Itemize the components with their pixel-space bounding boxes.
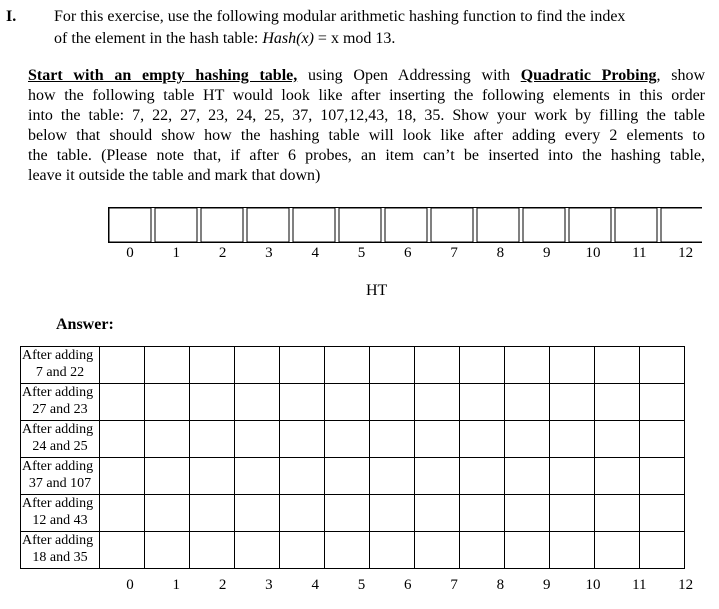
hash-table-slot: [247, 208, 289, 242]
hash-table-slot: [661, 208, 702, 242]
answer-cell[interactable]: [100, 458, 145, 495]
answer-cell[interactable]: [505, 347, 550, 384]
hash-table-slot: [155, 208, 197, 242]
instructions-line-6: leave it outside the table and mark that down): [28, 167, 321, 184]
answer-cell[interactable]: [190, 347, 235, 384]
answer-row-label: [21, 495, 100, 532]
quadratic-probing-emphasis: Quadratic Probing: [520, 67, 657, 84]
instructions-line-5: the table. (Please note that, if after 6 probes, an item can’t be inserted into the hashing table,: [28, 147, 705, 164]
answer-cell[interactable]: [370, 347, 415, 384]
answer-cell[interactable]: [595, 458, 640, 495]
instructions-line-3: into the table: 7, 22, 27, 23, 24, 25, 37, 107,12,43, 18, 35. Show your work by filling the table: [28, 107, 705, 124]
question-line-1: For this exercise, use the following modular arithmetic hashing function to find the index: [54, 8, 626, 25]
answer-cell[interactable]: [190, 532, 235, 569]
answer-cell[interactable]: [100, 347, 145, 384]
hash-table: [108, 207, 702, 245]
hash-table-index: 7: [450, 245, 458, 261]
answer-cell[interactable]: [595, 532, 640, 569]
answer-cell[interactable]: [280, 458, 325, 495]
answer-cell[interactable]: [460, 495, 505, 532]
instructions-line-1: [28, 66, 705, 86]
answer-table-index: 2: [218, 577, 227, 593]
answer-cell[interactable]: [595, 495, 640, 532]
hash-table-slot: [109, 208, 151, 242]
answer-row-label-line1: After adding: [22, 533, 94, 548]
answer-row-label-line2: 18 and 35: [32, 550, 88, 565]
hash-table-index: 0: [126, 245, 134, 261]
hash-table-index: 9: [542, 245, 551, 261]
answer-cell[interactable]: [235, 532, 280, 569]
answer-cell[interactable]: [370, 495, 415, 532]
answer-cell[interactable]: [100, 384, 145, 421]
question-line-2-suffix: = x mod 13.: [313, 30, 396, 47]
question-line-2-prefix: of the element in the hash table:: [54, 30, 263, 47]
answer-cell[interactable]: [415, 532, 460, 569]
answer-row: [21, 532, 685, 569]
answer-cell[interactable]: [370, 458, 415, 495]
answer-cell[interactable]: [190, 495, 235, 532]
question-number: I.: [6, 8, 17, 25]
hash-table-caption: HT: [366, 282, 388, 299]
answer-cell[interactable]: [550, 532, 595, 569]
answer-row-label-line2: 27 and 23: [32, 402, 88, 417]
hash-table-index: 12: [678, 245, 694, 261]
answer-cell[interactable]: [145, 384, 190, 421]
answer-table-index: 0: [126, 577, 134, 593]
answer-row-label: [21, 421, 100, 458]
answer-cell[interactable]: [190, 384, 235, 421]
answer-cell[interactable]: [640, 495, 685, 532]
answer-cell[interactable]: [415, 347, 460, 384]
answer-table-index: 9: [542, 577, 551, 593]
answer-table-index: 4: [311, 577, 319, 593]
answer-cell[interactable]: [550, 347, 595, 384]
hash-table-slot: [569, 208, 611, 242]
answer-cell[interactable]: [460, 347, 505, 384]
answer-cell[interactable]: [280, 384, 325, 421]
answer-cell[interactable]: [325, 458, 370, 495]
answer-cell[interactable]: [415, 495, 460, 532]
answer-label: Answer:: [56, 316, 114, 333]
answer-table-index: 3: [265, 577, 273, 593]
hash-table-index: 8: [496, 245, 505, 261]
answer-cell[interactable]: [595, 421, 640, 458]
answer-cell[interactable]: [325, 347, 370, 384]
answer-table: [20, 346, 685, 569]
answer-cell[interactable]: [595, 384, 640, 421]
answer-cell[interactable]: [370, 421, 415, 458]
hash-table-index: 10: [585, 245, 601, 261]
hash-table-slot: [385, 208, 427, 242]
hash-table-index: 2: [218, 245, 227, 261]
answer-cell[interactable]: [100, 532, 145, 569]
instructions-line-2: how the following table HT would look like after inserting the following elements in this order: [28, 87, 705, 104]
answer-cell[interactable]: [370, 384, 415, 421]
empty-table-emphasis: Start with an empty hashing table,: [28, 67, 298, 84]
answer-cell[interactable]: [505, 421, 550, 458]
answer-row-label-line1: After adding: [22, 348, 94, 363]
hash-table-slot: [615, 208, 657, 242]
answer-cell[interactable]: [550, 495, 595, 532]
answer-cell[interactable]: [280, 495, 325, 532]
answer-cell[interactable]: [325, 421, 370, 458]
hash-table-index: 6: [404, 245, 412, 261]
answer-cell[interactable]: [640, 532, 685, 569]
hash-table-slot: [431, 208, 473, 242]
answer-cell[interactable]: [370, 532, 415, 569]
answer-cell[interactable]: [460, 421, 505, 458]
hash-table-slot: [201, 208, 243, 242]
answer-cell[interactable]: [325, 384, 370, 421]
answer-cell[interactable]: [235, 458, 280, 495]
answer-row-label-line2: 37 and 107: [28, 476, 92, 491]
answer-cell[interactable]: [640, 421, 685, 458]
answer-table-index: 7: [450, 577, 458, 593]
answer-cell[interactable]: [505, 384, 550, 421]
answer-row: [21, 495, 685, 532]
answer-cell[interactable]: [505, 458, 550, 495]
hash-function: Hash(x): [262, 30, 314, 47]
answer-cell[interactable]: [640, 384, 685, 421]
hash-table-slot: [293, 208, 335, 242]
answer-row-label-line1: After adding: [22, 496, 94, 511]
answer-row-label: [21, 347, 100, 384]
answer-cell[interactable]: [415, 458, 460, 495]
hash-table-index: 1: [172, 245, 181, 261]
hash-table-slot: [339, 208, 381, 242]
answer-cell[interactable]: [280, 532, 325, 569]
answer-cell[interactable]: [550, 421, 595, 458]
answer-cell[interactable]: [235, 421, 280, 458]
answer-row-label: [21, 458, 100, 495]
answer-row-label-line2: 7 and 22: [35, 365, 85, 380]
answer-cell[interactable]: [325, 495, 370, 532]
answer-cell[interactable]: [145, 421, 190, 458]
hash-table-index: 4: [311, 245, 319, 261]
answer-row-label-line1: After adding: [22, 422, 94, 437]
hash-table-slot: [477, 208, 519, 242]
answer-cell[interactable]: [100, 495, 145, 532]
hash-table-index: 3: [265, 245, 273, 261]
answer-cell[interactable]: [505, 532, 550, 569]
answer-cell[interactable]: [460, 458, 505, 495]
answer-row-label-line1: After adding: [22, 385, 94, 400]
answer-cell[interactable]: [235, 384, 280, 421]
answer-row: [21, 384, 685, 421]
hash-table-index: 11: [632, 245, 647, 261]
answer-table-index: 8: [496, 577, 505, 593]
answer-row-label: [21, 384, 100, 421]
answer-cell[interactable]: [460, 532, 505, 569]
answer-cell[interactable]: [325, 532, 370, 569]
answer-cell[interactable]: [145, 495, 190, 532]
answer-cell[interactable]: [595, 347, 640, 384]
answer-row: [21, 347, 685, 384]
answer-table-index: 6: [404, 577, 412, 593]
answer-table-index: 1: [172, 577, 181, 593]
hash-table-slot: [523, 208, 565, 242]
answer-cell[interactable]: [505, 495, 550, 532]
answer-row-label-line1: After adding: [22, 459, 94, 474]
answer-row-label-line2: 24 and 25: [32, 439, 88, 454]
answer-table-index: 12: [678, 577, 694, 593]
answer-cell[interactable]: [145, 532, 190, 569]
answer-cell[interactable]: [145, 347, 190, 384]
answer-cell[interactable]: [235, 347, 280, 384]
answer-cell[interactable]: [190, 421, 235, 458]
answer-cell[interactable]: [280, 347, 325, 384]
answer-cell[interactable]: [550, 458, 595, 495]
instructions-text-2: , show: [656, 67, 705, 84]
answer-cell[interactable]: [145, 458, 190, 495]
answer-row: [21, 421, 685, 458]
answer-table-index: 10: [585, 577, 601, 593]
answer-cell[interactable]: [415, 421, 460, 458]
answer-cell[interactable]: [640, 347, 685, 384]
question-line-2: [54, 30, 395, 48]
hash-table-index: 5: [357, 245, 366, 261]
answer-cell[interactable]: [100, 421, 145, 458]
answer-cell[interactable]: [235, 495, 280, 532]
answer-table-index: 5: [357, 577, 366, 593]
answer-cell[interactable]: [640, 458, 685, 495]
answer-cell[interactable]: [190, 458, 235, 495]
answer-row: [21, 458, 685, 495]
answer-cell[interactable]: [460, 384, 505, 421]
answer-row-label-line2: 12 and 43: [32, 513, 88, 528]
answer-cell[interactable]: [280, 421, 325, 458]
instructions-text-1: using Open Addressing with: [297, 67, 521, 84]
instructions-line-4: below that should show how the hashing table will look like after adding every 2 elements to: [28, 127, 705, 144]
answer-cell[interactable]: [550, 384, 595, 421]
answer-row-label: [21, 532, 100, 569]
answer-table-index: 11: [632, 577, 647, 593]
answer-cell[interactable]: [415, 384, 460, 421]
